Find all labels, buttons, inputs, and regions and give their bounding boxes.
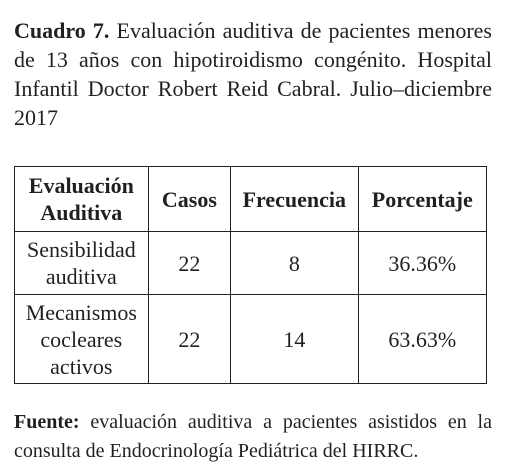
cell-frecuencia: 14 xyxy=(231,295,358,384)
table-caption xyxy=(14,16,492,132)
cell-casos: 22 xyxy=(148,232,230,295)
source-text: evaluación auditiva a pacientes asistidos en la consulta de Endocrinología Pediátrica del HIRRC. xyxy=(14,411,492,462)
table-row xyxy=(15,295,487,384)
cell-frecuencia: 8 xyxy=(231,232,358,295)
cell-porcentaje: 63.63% xyxy=(358,295,487,384)
table-source-note xyxy=(14,408,492,466)
table-row xyxy=(15,232,487,295)
header-porcentaje: Porcentaje xyxy=(358,167,487,232)
cell-porcentaje: 36.36% xyxy=(358,232,487,295)
data-table xyxy=(14,166,487,384)
header-evaluacion: Evaluación Auditiva xyxy=(15,167,149,232)
cell-casos: 22 xyxy=(148,295,230,384)
cell-evaluacion: Mecanismos cocleares activos xyxy=(15,295,149,384)
header-frecuencia: Frecuencia xyxy=(231,167,358,232)
header-casos: Casos xyxy=(148,167,230,232)
caption-text: Evaluación auditiva de pacientes menores de 13 años con hipotiroidismo congénito. Hospital Infantil Doctor Robert Reid Cabral. Julio–diciembre 2017 xyxy=(14,18,492,130)
caption-label: Cuadro 7. xyxy=(14,18,110,43)
table-header-row xyxy=(15,167,487,232)
source-label: Fuente: xyxy=(14,411,80,433)
cell-evaluacion: Sensibilidad auditiva xyxy=(15,232,149,295)
